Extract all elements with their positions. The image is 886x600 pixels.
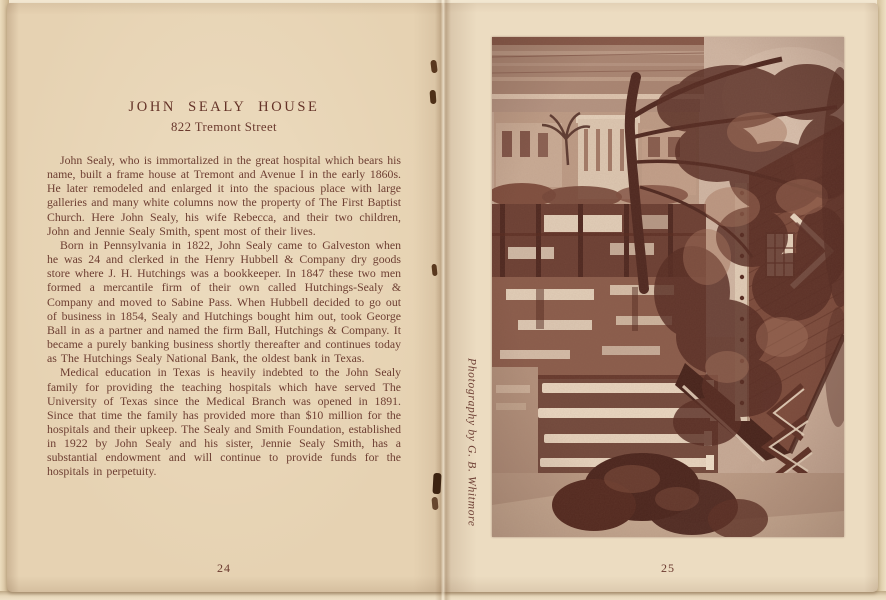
house-photograph — [492, 37, 844, 537]
photo-caption: Photography by G. B. Whitmore — [465, 358, 478, 527]
binding-stitch — [432, 473, 441, 494]
page-subtitle: 822 Tremont Street — [170, 120, 278, 134]
left-page — [7, 3, 443, 592]
binding-gutter — [435, 0, 451, 600]
paragraph-3: Medical education in Texas is heavily indebted to the John Sealy family for providing the teaching hospitals which have served The University of Texas since the Medical Branch was opened in 1891. Since that time the family has provided more than $10 million for the hospitals and their upkeep. The Sealy and Smith Foundation, established in 1922 by John Sealy and his sister, Jennie Sealy Smith, has a substantial endowment and will continue to provide funds for the hospitals in perpetuity. — [47, 365, 401, 479]
right-page — [443, 3, 878, 592]
house-photo-image — [492, 37, 844, 537]
paragraph-1: John Sealy, who is immortalized in the great hospital which bears his name, built a frame house at Tremont and Avenue I in the early 1860s. He later remodeled and enlarged it into the spacious place with large galleries and many white columns now the property of The First Baptist Church. Here John Sealy, his wife Rebecca, and their two children, John and Jennie Sealy Smith, spent most of their lives. — [47, 153, 401, 238]
body-text — [47, 153, 401, 479]
binding-stitch — [430, 90, 437, 104]
page-edge-right — [877, 0, 886, 600]
page-title: JOHN SEALY HOUSE — [128, 99, 320, 115]
binding-stitch — [431, 497, 438, 510]
page-number-left: 24 — [217, 561, 231, 575]
page-number-right: 25 — [661, 561, 675, 575]
paragraph-2: Born in Pennsylvania in 1822, John Sealy came to Galveston when he was 24 and clerked in the Henry Hubbell & Company dry goods store where J. H. Hutchings was a bookkeeper. In 1847 these two men formed a mercantile firm of their own called Hutchings-Sealy & Company and moved to Sabine Pass. When Hubbell decided to go out of business in 1854, Sealy and Hutchings bought him out, took George Ball in as a partner and named the firm Ball, Hutchings & Company. It became a purely banking business shortly thereafter and continues today as The Hutchings Sealy National Bank, the oldest bank in Texas. — [47, 237, 401, 366]
